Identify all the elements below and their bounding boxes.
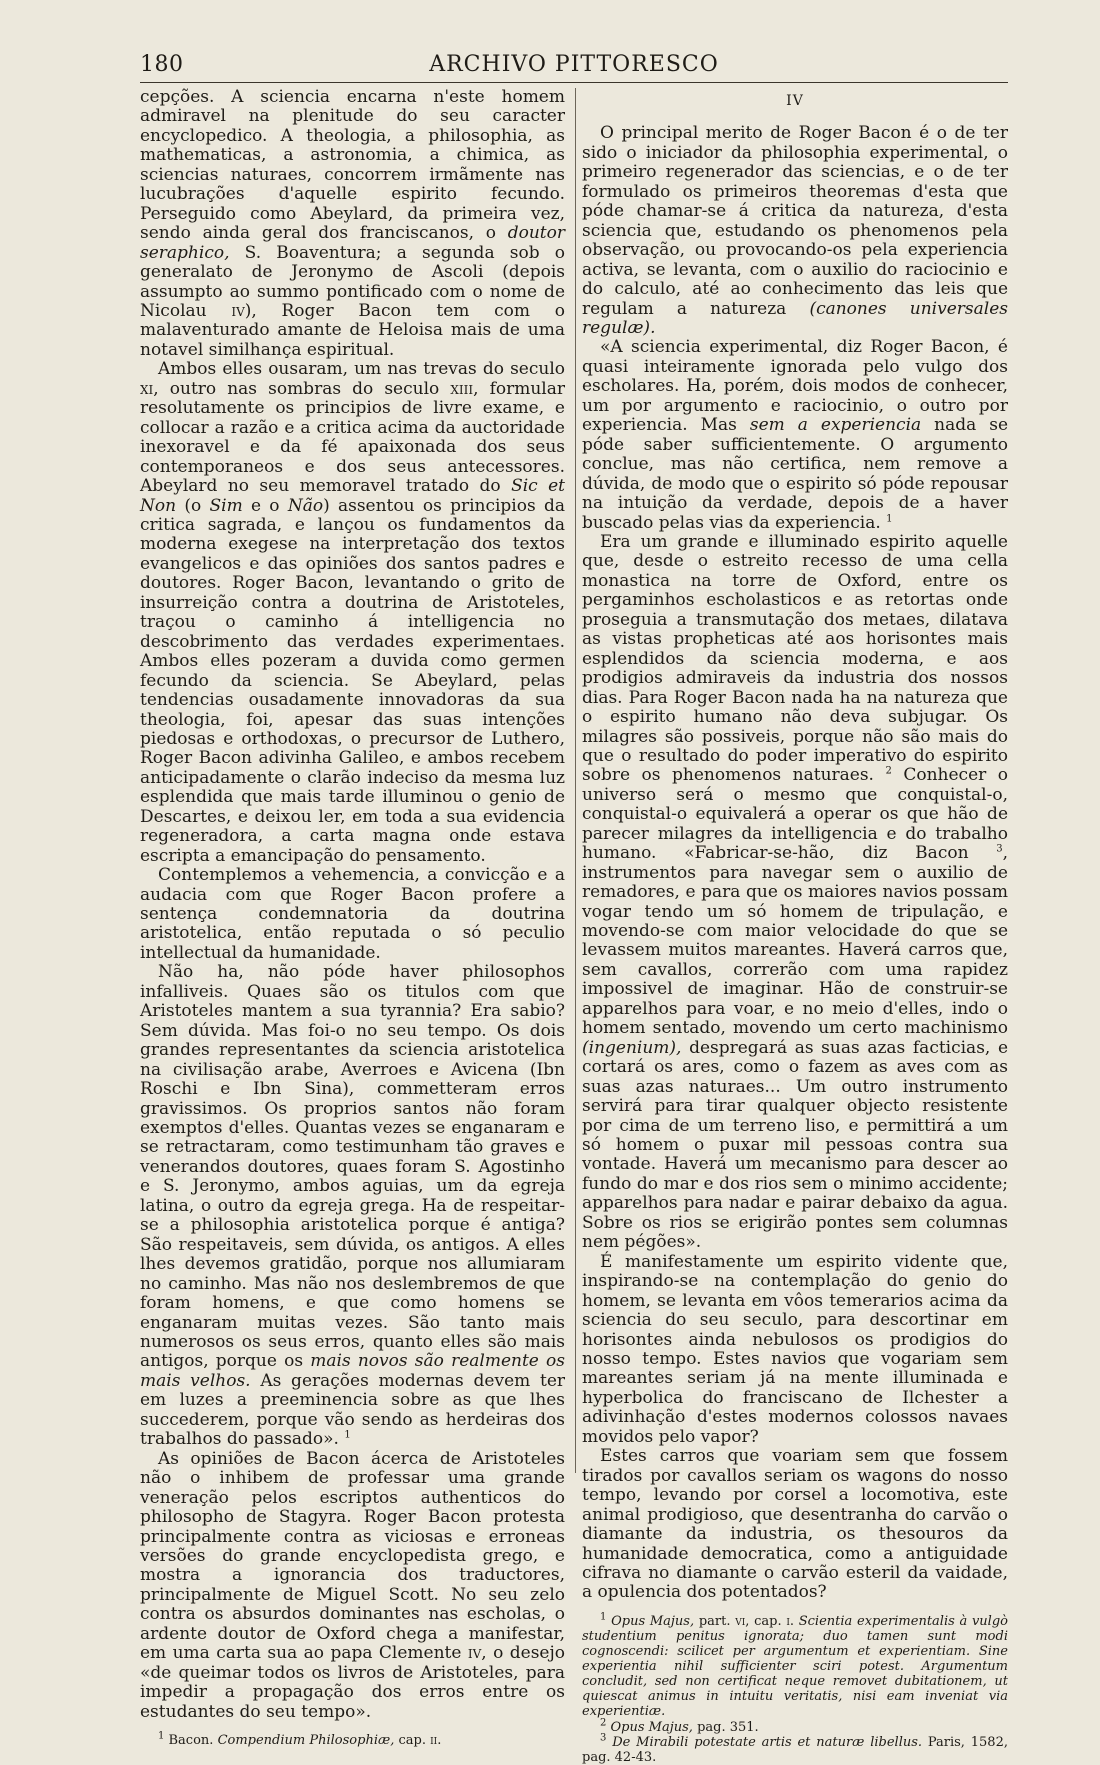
page-number: 180 bbox=[140, 52, 184, 77]
right-paragraph-5: Estes carros que voariam sem que fossem tirados por cavallos seriam os wagons do nosso tempo, levando por corsel a locomotiva, este animal prodigioso, que desentranha do carvão o diamante da industria, os thesouros da humanidade democratica, como a antiguidade cifrava no diamante o carvão esteril da vaidade, a opulencia dos potentados? bbox=[582, 1446, 1008, 1603]
header-rule bbox=[140, 82, 1008, 83]
right-paragraph-1: O principal merito de Roger Bacon é o de ter sido o iniciador da philosophia experimental, o primeiro regenerador das sciencias, e o de ter formulado os primeiros theoremas d'esta que póde chamar-se á critica da natureza, d'esta sciencia que, estudando os phenomenos pela observação, ou provocando-os pela experiencia activa, se levanta, com o auxilio do raciocinio e do calculo, até ao conhecimento das leis que regulam a natureza (canones universales regulæ). bbox=[582, 123, 1008, 338]
left-paragraph-3: Contemplemos a vehemencia, a convicção e a audacia com que Roger Bacon profere a sentença condemnatoria da doutrina aristotelica, então reputada o só peculio intellectual da humanidade. bbox=[140, 865, 565, 963]
right-footnotes bbox=[582, 1611, 1008, 1765]
left-column bbox=[140, 88, 565, 1748]
right-column bbox=[582, 88, 1008, 1765]
footnote-right-2: $^2$ Opus Majus, pag. 351. bbox=[600, 1717, 759, 1735]
left-paragraph-1: cepções. A sciencia encarna n'este homem admiravel na plenitude do seu caracter encyclopedico. A theologia, a philosophia, as mathematicas, a astronomia, a chimica, as sciencias naturaes, concorrem irmãmente nas lucubrações d'aquelle espirito fecundo. Perseguido como Abeylard, da primeira vez, sendo ainda geral dos franciscanos, o doutor seraphico, S. Boaventura; a segunda sob o generalato de Jeronymo de Ascoli (depois assumpto ao summo pontificado com o nome de Nicolau iv), Roger Bacon tem com o malaventurado amante de Heloisa mais de uma notavel similhança espiritual. bbox=[140, 87, 565, 360]
page-header bbox=[140, 52, 1008, 82]
footnote-right-3: $^3$ De Mirabili potestate artis et naturæ libellus. Paris, 1582, pag. 42-43. bbox=[582, 1732, 1008, 1765]
left-footnotes bbox=[140, 1730, 565, 1749]
footnote-left-1: $^1$ Bacon. Compendium Philosophiæ, cap. ii. bbox=[158, 1730, 442, 1749]
left-paragraph-2: Ambos elles ousaram, um nas trevas do seculo xi, outro nas sombras do seculo xiii, formular resolutamente os principios de livre exame, e collocar a razão e a critica acima da auctoridade inexoravel e da fé apaixonada dos seus contemporaneos e dos seus antecessores. Abeylard no seu memoravel tratado do Sic et Non (o Sim e o Não) assentou os principios da critica sagrada, e lançou os fundamentos da moderna exegese na interpretação dos textos evangelicos e das opiniões dos santos padres e doutores. Roger Bacon, levantando o grito de insurreição contra a doutrina de Aristoteles, traçou o caminho á intelligencia no descobrimento das verdades experimentaes. Ambos elles pozeram a duvida como germen fecundo da sciencia. Se Abeylard, pelas tendencias ousadamente innovadoras da sua theologia, foi, apesar das suas intenções piedosas e orthodoxas, o precursor de Luthero, Roger Bacon adivinha Galileo, e ambos recebem anticipadamente o clarão indeciso da mesma luz esplendida que mais tarde illuminou o genio de Descartes, e deixou ler, em toda a sua evidencia regeneradora, a carta magna onde estava escripta a emancipação do pensamento. bbox=[140, 359, 565, 866]
footnote-right-1: $^1$ Opus Majus, part. vi, cap. i. Scientia experimentalis à vulgò studentium penitus ignorata; duo tamen sunt modi cognoscendi: scilicet per argumentum et experientiam. Sine experientia nihil sufficienter sciri potest. Argumentum concludit, sed non certificat neque removet dubitationem, ut quiescat animus in intuitu veritatis, nisi eam inveniat via experientiæ. bbox=[582, 1611, 1008, 1720]
right-paragraph-4: É manifestamente um espirito vidente que, inspirando-se na contemplação do genio do homem, se levanta em vôos temerarios acima da sciencia do seu seculo, para descortinar em horisontes ainda nebulosos os prodigios do nosso tempo. Estes navios que vogariam sem mareantes seriam já na mente illuminada e hyperbolica do franciscano de Ilchester a adivinhação d'estes modernos colossos navaes movidos pelo vapor? bbox=[582, 1251, 1008, 1447]
column-divider bbox=[575, 88, 576, 1473]
left-paragraph-5: As opiniões de Bacon ácerca de Aristoteles não o inhibem de professar uma grande veneração pelos escriptos authenticos do philosopho de Stagyra. Roger Bacon protesta principalmente contra as viciosas e erroneas versões do grande encyclopedista grego, e mostra a ignorancia dos traductores, principalmente de Miguel Scott. No seu zelo contra os absurdos dominantes nas escholas, o ardente doutor de Oxford chega a manifestar, em uma carta sua ao papa Clemente iv, o desejo «de queimar todos os livros de Aristoteles, para impedir a propagação dos erros entre os estudantes do seu tempo». bbox=[140, 1448, 565, 1722]
section-number: IV bbox=[786, 93, 804, 109]
running-title: ARCHIVO PITTORESCO bbox=[429, 52, 719, 77]
right-paragraph-2: «A sciencia experimental, diz Roger Bacon, é quasi inteiramente ignorada pelo vulgo dos escholares. Ha, porém, dois modos de conhecer, um por argumento e raciocinio, o outro por experiencia. Mas sem a experiencia nada se póde saber sufficientemente. O argumento conclue, mas não certifica, nem remove a dúvida, de modo que o espirito só póde repousar na intuição da verdade, depois de a haver buscado pelas vias da experiencia. $^1$ bbox=[582, 337, 1009, 533]
left-paragraph-4: Não ha, não póde haver philosophos infalliveis. Quaes são os titulos com que Aristoteles mantem a sua tyrannia? Era sabio? Sem dúvida. Mas foi-o no seu tempo. Os dois grandes representantes da sciencia aristotelica na civilisação arabe, Averroes e Avicena (Ibn Roschi e Ibn Sina), commetteram erros gravissimos. Os proprios santos não foram exemptos d'elles. Quantas vezes se enganaram e se retractaram, como testimunham tão graves e venerandos doutores, quaes foram S. Agostinho e S. Jeronymo, ambos aguias, um da egreja latina, o outro da egreja grega. Ha de respeitar-se a philosophia aristotelica porque é antiga? São respeitaveis, sem dúvida, os antigos. A elles lhes devemos gratidão, porque nos allumiaram no caminho. Mas não nos deslembremos de que foram homens, e que como homens se enganaram muitas vezes. São tanto mais numerosos os seus erros, quanto elles são mais antigos, porque os mais novos são realmente os mais velhos. As gerações modernas devem ter em luzes a preeminencia sobre as que lhes succederem, porque vão sendo as herdeiras dos trabalhos do passado». $^1$ bbox=[140, 962, 566, 1450]
right-paragraph-3: Era um grande e illuminado espirito aquelle que, desde o estreito recesso de uma cella monastica na torre de Oxford, entre os pergaminhos escholasticos e as retortas onde proseguia a transmutação dos metaes, dilatava as vistas propheticas até aos horisontes mais esplendidos da sciencia moderna, e aos prodigios admiraveis da industria dos nossos dias. Para Roger Bacon nada ha na natureza que o espirito humano não deva subjugar. Os milagres são possiveis, porque não são mais do que o resultado do poder imperativo do espirito sobre os phenomenos naturaes. $^2$ Conhecer o universo será o mesmo que conquistal-o, conquistal-o equivalerá a operar os que hão de parecer milagres da intelligencia e do trabalho humano. «Fabricar-se-hão, diz Bacon $^3$, instrumentos para navegar sem o auxilio de remadores, e para que os maiores navios possam vogar tendo um só homem de tripulação, e movendo-se com maior velocidade do que se levassem muitos mareantes. Haverá carros que, sem cavallos, correrão com uma rapidez impossivel de imaginar. Hão de construir-se apparelhos para voar, e no meio d'elles, indo o homem sentado, movendo um certo machinismo (ingenium), despregará as suas azas facticias, e cortará os ares, como o fazem as aves com as suas azas naturaes... Um outro instrumento servirá para tirar qualquer objecto resistente por cima de um terreno liso, e permittirá a um só homem o puxar mil pessoas contra sua vontade. Haverá um mecanismo para descer ao fundo do mar e dos rios sem o minimo accidente; apparelhos para nadar e pairar debaixo da agua. Sobre os rios se erigirão pontes sem columnas nem pégões». bbox=[582, 531, 1008, 1253]
